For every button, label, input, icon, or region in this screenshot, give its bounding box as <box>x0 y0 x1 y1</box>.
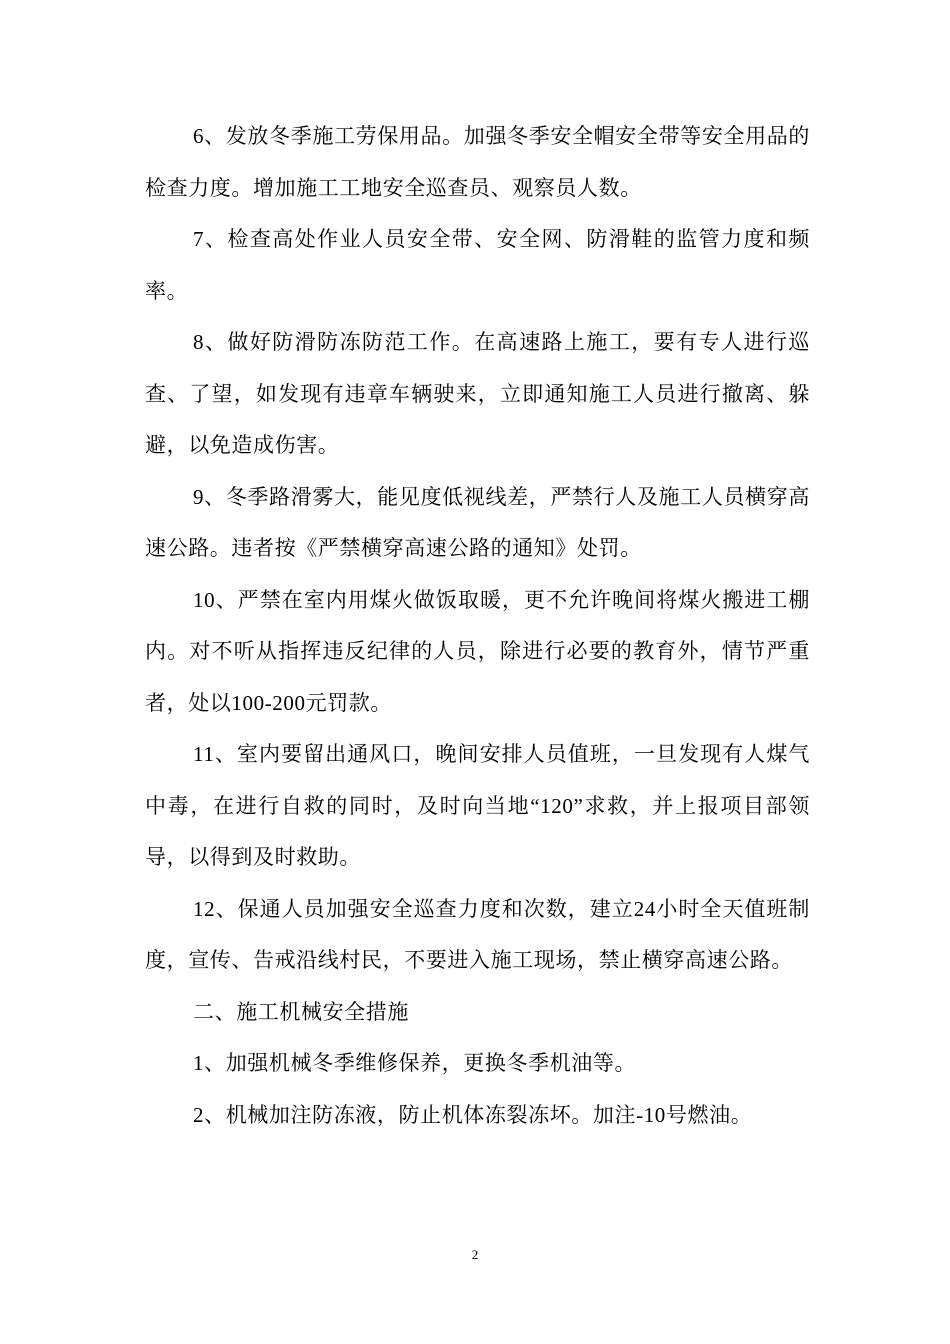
document-body <box>145 111 810 1141</box>
paragraph-item-machinery-1: 1、加强机械冬季维修保养，更换冬季机油等。 <box>193 1051 637 1075</box>
paragraph-item-8: 8、做好防滑防冻防范工作。在高速路上施工，要有专人进行巡查、了望，如发现有违章车辆驶来，立即通知施工人员进行撤离、躲避，以免造成伤害。 <box>145 330 810 457</box>
paragraph-item-7: 7、检查高处作业人员安全带、安全网、防滑鞋的监管力度和频率。 <box>145 227 810 303</box>
paragraph-item-9: 9、冬季路滑雾大，能见度低视线差，严禁行人及施工人员横穿高速公路。违者按《严禁横穿高速公路的通知》处罚。 <box>145 484 810 560</box>
paragraph-item-11: 11、室内要留出通风口，晚间安排人员值班，一旦发现有人煤气中毒，在进行自救的同时，及时向当地“120”求救，并上报项目部领导，以得到及时救助。 <box>145 742 810 869</box>
paragraph-item-6: 6、发放冬季施工劳保用品。加强冬季安全帽安全带等安全用品的检查力度。增加施工工地安全巡查员、观察员人数。 <box>145 124 810 200</box>
paragraph-item-machinery-2: 2、机械加注防冻液，防止机体冻裂冻坏。加注-10号燃油。 <box>193 1102 753 1127</box>
paragraph-item-10: 10、严禁在室内用煤火做饭取暖，更不允许晚间将煤火搬进工棚内。对不听从指挥违反纪律的人员，除进行必要的教育外，情节严重者，处以100-200元罚款。 <box>145 587 810 715</box>
section-heading-machinery-safety: 二、施工机械安全措施 <box>193 999 409 1024</box>
paragraph-item-12: 12、保通人员加强安全巡查力度和次数，建立24小时全天值班制度，宣传、告戒沿线村民，不要进入施工现场，禁止横穿高速公路。 <box>145 896 810 972</box>
page-number: 2 <box>471 1247 479 1262</box>
